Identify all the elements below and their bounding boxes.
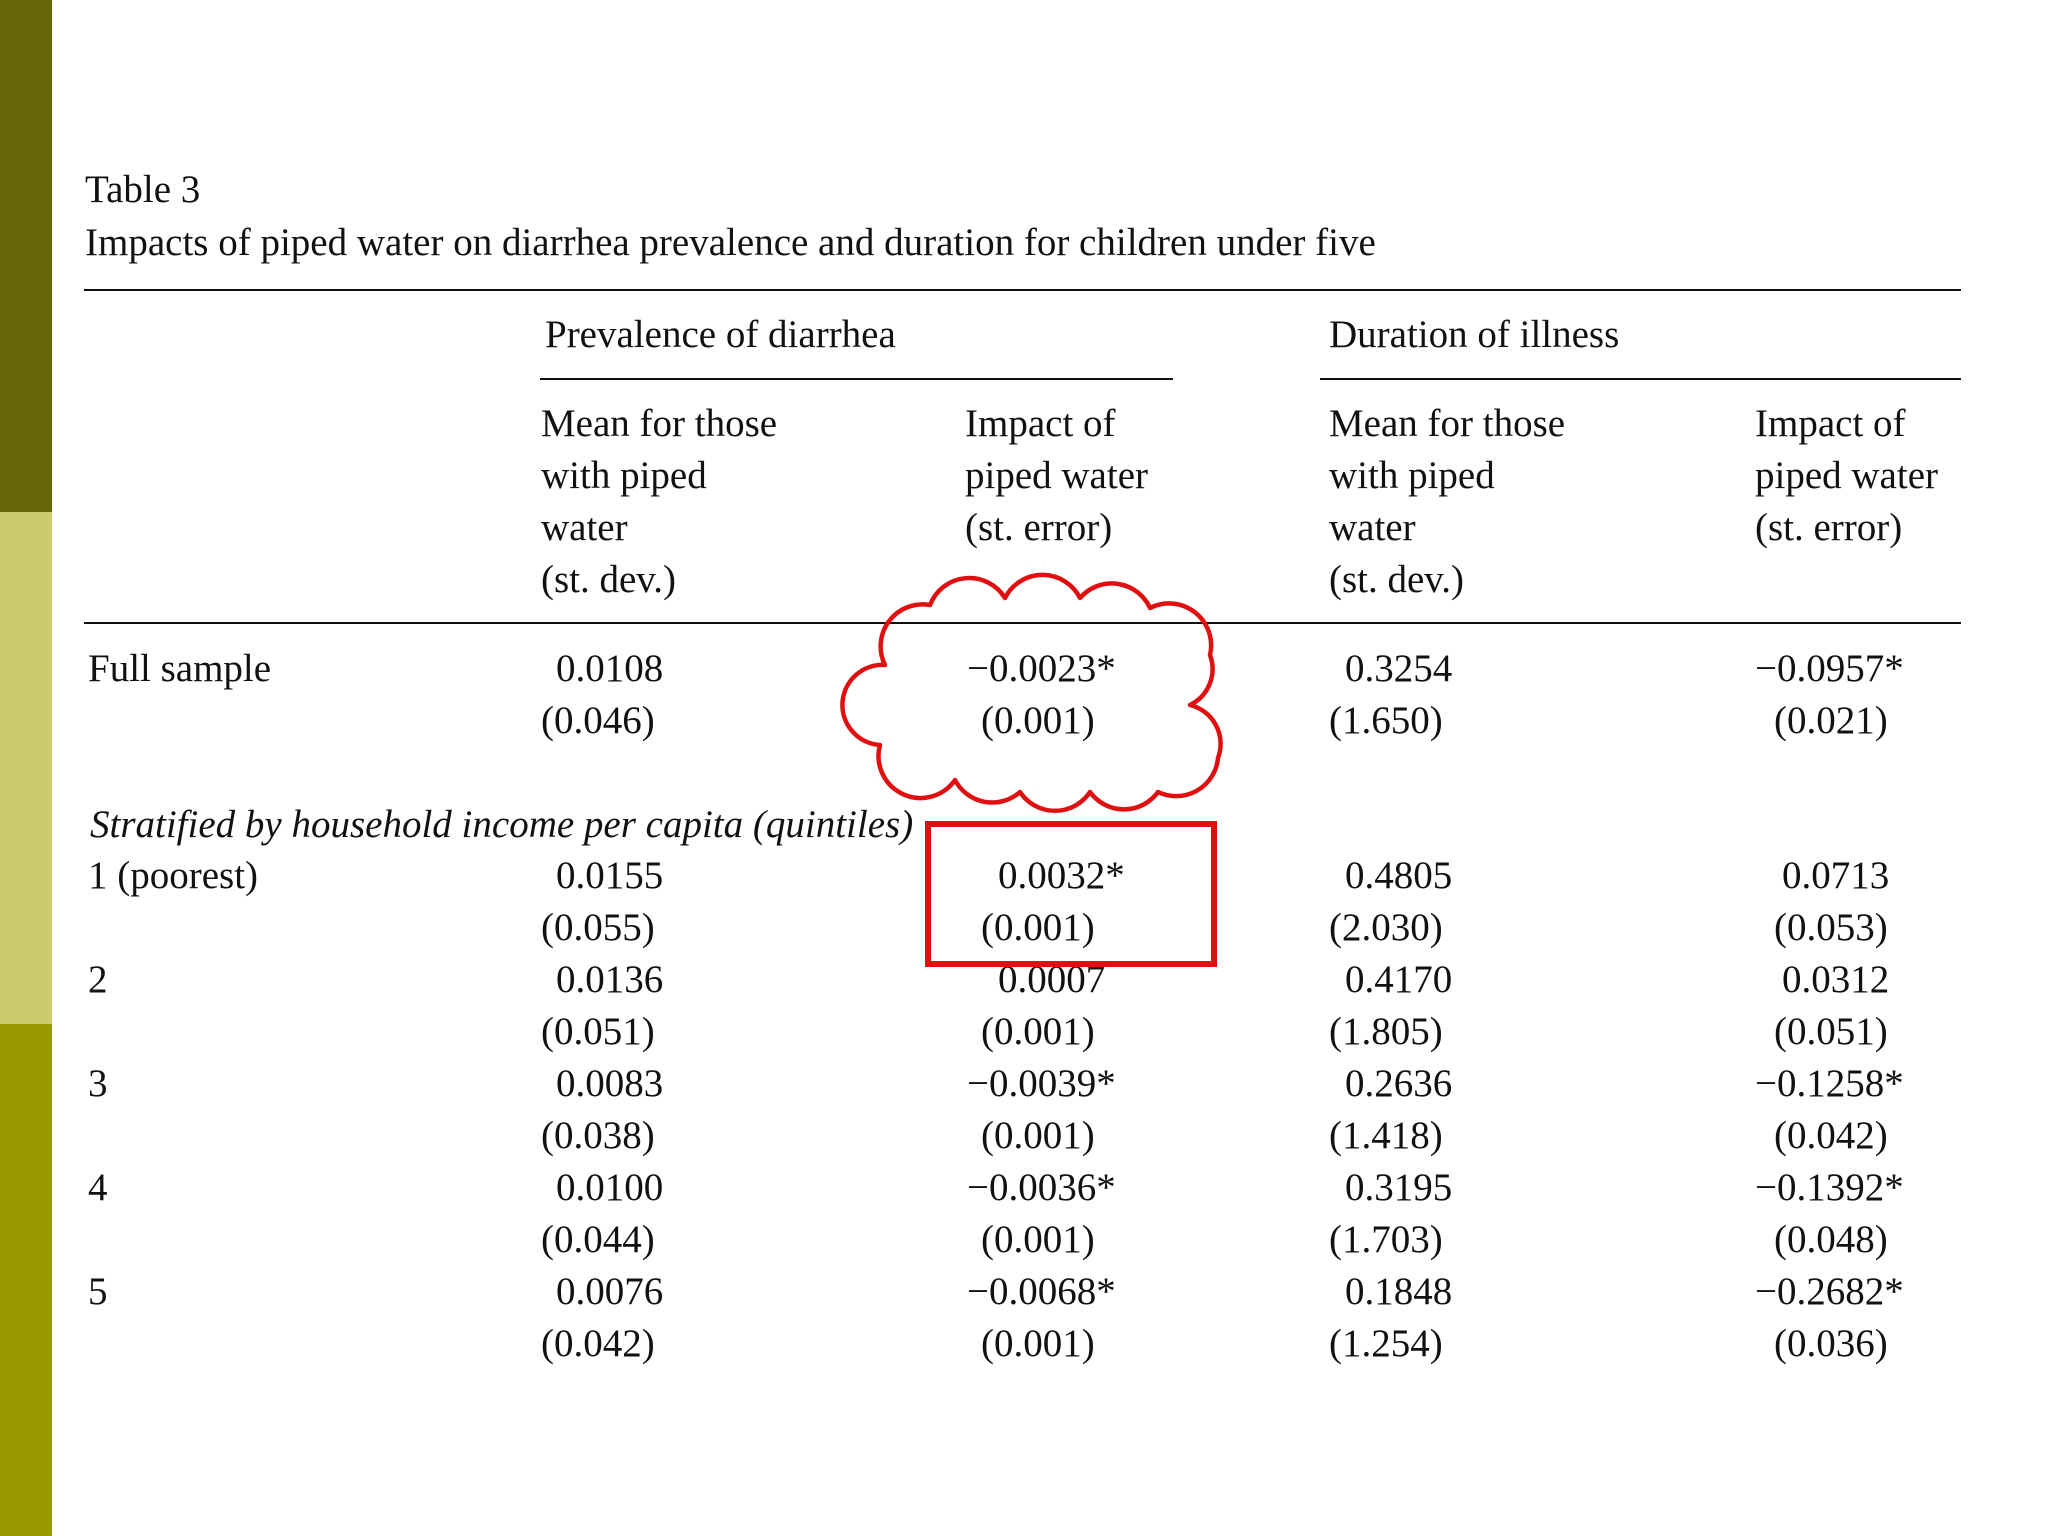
cell-error: (0.036) [1774, 1322, 1888, 1365]
cell-value: 0.0312 [1782, 958, 1890, 1001]
cell-error: (0.051) [1774, 1010, 1888, 1053]
group-header-prevalence: Prevalence of diarrhea [545, 313, 896, 356]
cell-value: 0.0083 [556, 1062, 664, 1105]
cell-error: (1.418) [1329, 1114, 1443, 1157]
cell-error: (0.051) [541, 1010, 655, 1053]
stratified-label: Stratified by household income per capita (quintiles) [90, 803, 914, 846]
cell-error: (1.650) [1329, 699, 1443, 742]
cell-value: −0.1258* [1755, 1062, 1904, 1105]
group-rule-duration [1320, 378, 1961, 380]
cell-value: 0.0032* [998, 854, 1125, 897]
cell-value: 0.0076 [556, 1270, 664, 1313]
column-header-line: water [1329, 506, 1416, 549]
table-number: Table 3 [85, 168, 201, 211]
column-header-line: (st. error) [965, 506, 1113, 549]
cell-error: (0.001) [981, 1218, 1095, 1261]
column-header-line: Mean for those [1329, 402, 1566, 445]
cell-value: 0.0136 [556, 958, 664, 1001]
column-header-line: piped water [1755, 454, 1939, 497]
cell-error: (0.038) [541, 1114, 655, 1157]
cell-error: (2.030) [1329, 906, 1443, 949]
group-rule-prevalence [540, 378, 1173, 380]
cell-error: (1.805) [1329, 1010, 1443, 1053]
cell-value: −0.2682* [1755, 1270, 1904, 1313]
row-label: 5 [88, 1270, 108, 1313]
cell-error: (0.048) [1774, 1218, 1888, 1261]
row-label: Full sample [88, 647, 272, 690]
cell-value: 0.0100 [556, 1166, 664, 1209]
cloud-callout-shape [842, 575, 1220, 811]
slide-sidebar [0, 0, 52, 1536]
cell-value: 0.3254 [1345, 647, 1453, 690]
cell-error: (0.046) [541, 699, 655, 742]
cell-value: 0.0108 [556, 647, 664, 690]
column-header-line: Impact of [965, 402, 1116, 445]
cell-error: (0.021) [1774, 699, 1888, 742]
cell-value: −0.0023* [967, 647, 1116, 690]
cell-error: (0.042) [541, 1322, 655, 1365]
sidebar-band-dark [0, 0, 52, 512]
cell-error: (0.001) [981, 1322, 1095, 1365]
table-top-rule [84, 289, 1961, 291]
cell-error: (0.001) [981, 1010, 1095, 1053]
cell-value: 0.4805 [1345, 854, 1453, 897]
cell-value: 0.0155 [556, 854, 664, 897]
sidebar-band-light [0, 512, 52, 1024]
cell-value: 0.0007 [998, 958, 1106, 1001]
column-header-line: Impact of [1755, 402, 1906, 445]
row-label: 1 (poorest) [88, 854, 259, 897]
cell-error: (1.703) [1329, 1218, 1443, 1261]
header-bottom-rule [84, 622, 1961, 624]
cell-value: 0.4170 [1345, 958, 1453, 1001]
table-title: Impacts of piped water on diarrhea prevalence and duration for children under five [85, 221, 1376, 264]
cell-value: 0.1848 [1345, 1270, 1453, 1313]
cell-value: −0.0957* [1755, 647, 1904, 690]
cell-value: 0.2636 [1345, 1062, 1453, 1105]
cell-value: −0.0036* [967, 1166, 1116, 1209]
cell-error: (0.042) [1774, 1114, 1888, 1157]
cell-value: −0.0039* [967, 1062, 1116, 1105]
cell-value: 0.3195 [1345, 1166, 1453, 1209]
column-header-line: (st. dev.) [1329, 558, 1465, 601]
column-header-line: with piped [1329, 454, 1495, 497]
cell-error: (0.001) [981, 906, 1095, 949]
sidebar-band-olive [0, 1024, 52, 1536]
cell-error: (1.254) [1329, 1322, 1443, 1365]
cell-error: (0.053) [1774, 906, 1888, 949]
cell-error: (0.001) [981, 1114, 1095, 1157]
row-label: 3 [88, 1062, 108, 1105]
row-label: 4 [88, 1166, 108, 1209]
column-header-line: (st. dev.) [541, 558, 677, 601]
cell-value: 0.0713 [1782, 854, 1890, 897]
column-header-line: with piped [541, 454, 707, 497]
cell-error: (0.001) [981, 699, 1095, 742]
group-header-duration: Duration of illness [1329, 313, 1620, 356]
column-header-line: (st. error) [1755, 506, 1903, 549]
cell-error: (0.044) [541, 1218, 655, 1261]
column-header-line: piped water [965, 454, 1149, 497]
cell-value: −0.0068* [967, 1270, 1116, 1313]
cell-error: (0.055) [541, 906, 655, 949]
cell-value: −0.1392* [1755, 1166, 1904, 1209]
column-header-line: water [541, 506, 628, 549]
row-label: 2 [88, 958, 108, 1001]
column-header-line: Mean for those [541, 402, 778, 445]
